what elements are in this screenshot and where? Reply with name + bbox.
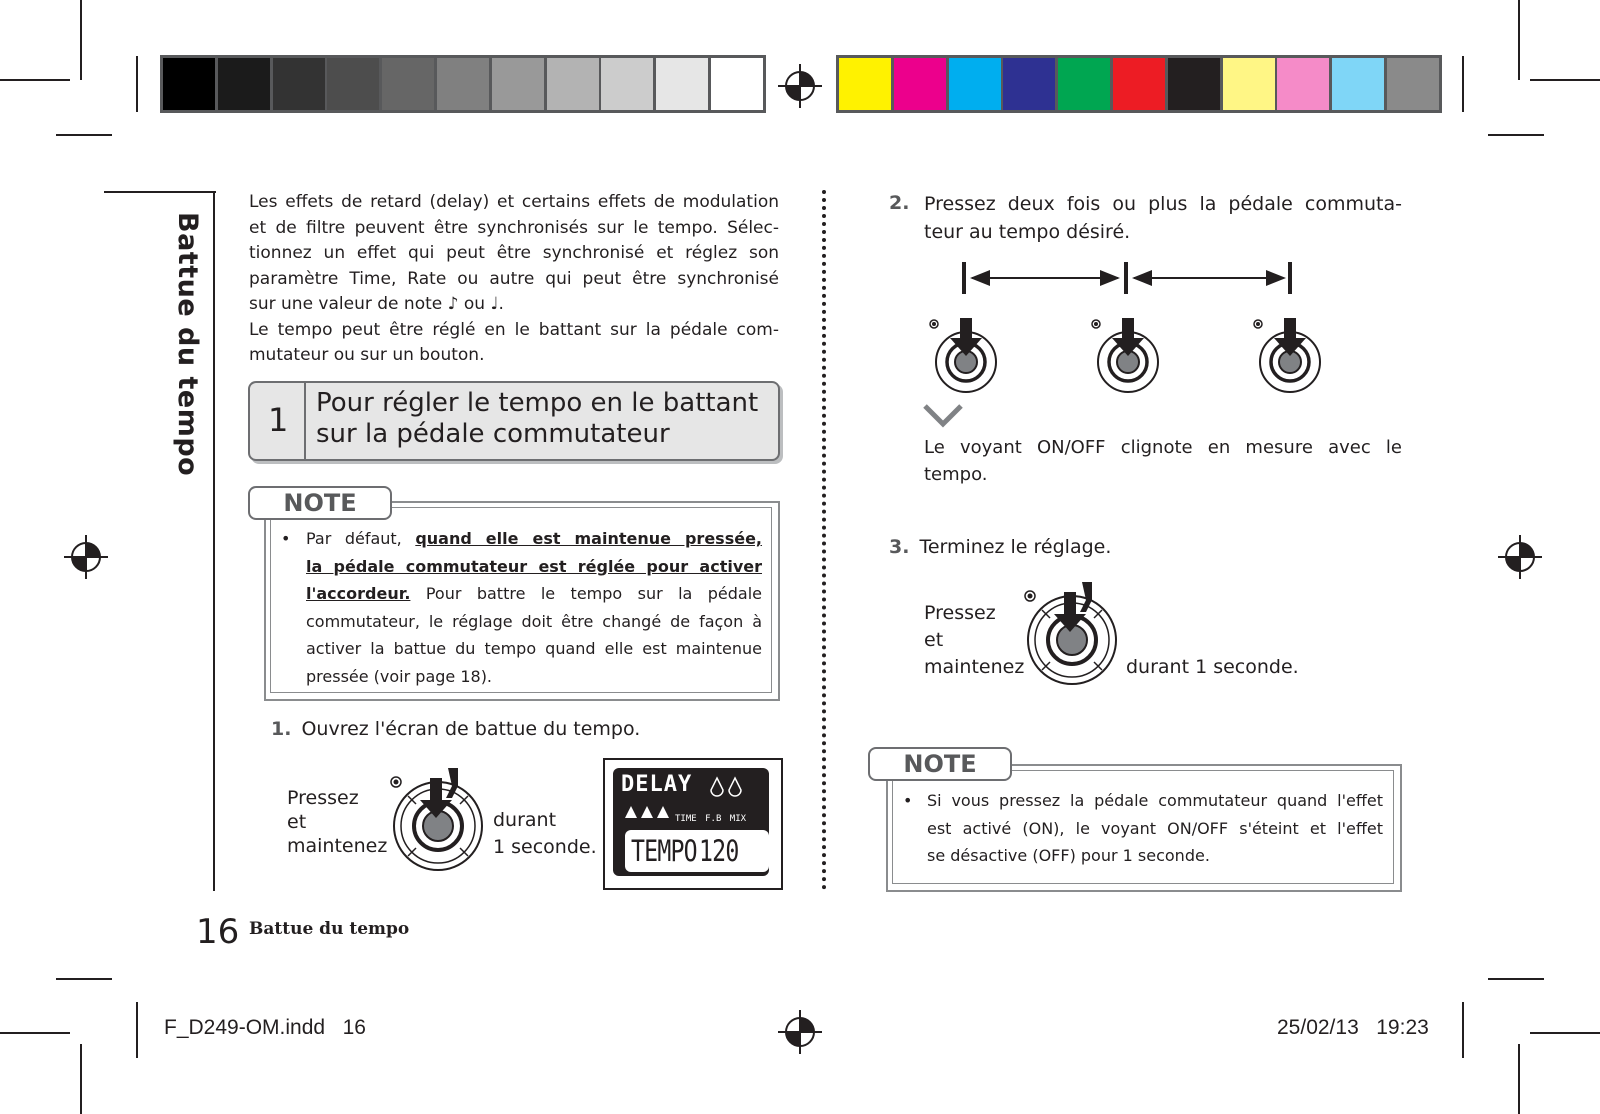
intro-line: tionnez un effet qui peut être synchronisé et réglez son: [249, 243, 779, 263]
color-swatch: [949, 58, 1001, 110]
crop-mark: [1462, 56, 1464, 112]
sidebar-rule-vertical: [213, 191, 215, 891]
lcd-tempo-value: 120: [699, 834, 739, 868]
press-text: maintenez: [287, 835, 388, 857]
step-2-label: [889, 192, 919, 214]
step-text: teur au tempo désiré.: [924, 221, 1131, 243]
footswitch-tap-icon: [928, 316, 1004, 394]
color-swatch: [1003, 58, 1055, 110]
footswitch-tap-icon: [1252, 316, 1328, 394]
duration-text: durant 1 seconde.: [1126, 656, 1299, 678]
lcd-effect-name: DELAY: [621, 772, 693, 797]
color-swatch: [711, 58, 763, 110]
lcd-tempo-readout: [631, 834, 749, 868]
step-number: 1.: [271, 718, 292, 740]
color-swatch: [1113, 58, 1165, 110]
lcd-tempo-label: TEMPO: [631, 834, 697, 868]
note-line: commutateur, le réglage doit être changé de façon à: [306, 611, 762, 631]
crop-mark: [1518, 1044, 1520, 1114]
section-number: 1: [268, 401, 289, 439]
color-swatch: [492, 58, 544, 110]
color-swatch: [839, 58, 891, 110]
intro-line: mutateur ou sur un bouton.: [249, 345, 485, 365]
intro-line: Les effets de retard (delay) et certains effets de modulation: [249, 192, 779, 212]
press-text: Pressez: [924, 602, 996, 624]
note-text-span: Pour battre le tempo sur la pédale: [410, 584, 762, 603]
crop-mark: [80, 1044, 82, 1114]
color-swatch: [382, 58, 434, 110]
note-label: NOTE: [868, 747, 1012, 781]
press-instruction: [924, 600, 1024, 681]
duration-line: 1 seconde.: [493, 836, 597, 858]
slug-datetime: 25/02/13 19:23: [1277, 1016, 1429, 1039]
crop-mark: [1462, 1002, 1464, 1058]
note-emphasis: quand elle est maintenue pressée,: [415, 529, 763, 548]
registration-mark-icon: [778, 1010, 822, 1054]
color-swatch: [273, 58, 325, 110]
crop-mark: [1518, 0, 1520, 80]
color-swatch: [1168, 58, 1220, 110]
press-text: et: [287, 811, 307, 833]
note-lead: Par défaut,: [306, 529, 402, 548]
result-line: tempo.: [924, 464, 988, 485]
color-swatch: [437, 58, 489, 110]
footswitch-tap-icon: [1090, 316, 1166, 394]
press-instruction: [287, 786, 387, 858]
footswitch-hold-icon: [1020, 582, 1124, 692]
note-line: Si vous pressez la pédale commutateur quand l'effet: [927, 791, 1383, 810]
crop-mark: [1488, 134, 1544, 136]
slug-file: F_D249-OM.indd 16: [164, 1016, 366, 1039]
lcd-param: F.B: [705, 814, 722, 824]
step-number: 3.: [889, 536, 910, 558]
step-2-text: [924, 190, 1402, 246]
lcd-knob-icons: [623, 804, 673, 822]
crop-mark: [1488, 978, 1544, 980]
note-line: [306, 580, 762, 608]
note-line: est activé (ON), le voyant ON/OFF s'éteint et l'effet: [927, 818, 1383, 838]
color-swatch: [1387, 58, 1439, 110]
step-text: Ouvrez l'écran de battue du tempo.: [301, 718, 641, 740]
crop-mark: [136, 56, 138, 112]
color-swatch: [163, 58, 215, 110]
press-text: et: [924, 629, 944, 651]
section-title-line: sur la pédale commutateur: [316, 419, 670, 449]
intro-line: Le tempo peut être réglé en le battant sur la pédale com-: [249, 319, 779, 340]
result-line: Le voyant ON/OFF clignote en mesure avec le: [924, 437, 1402, 458]
lcd-param: TIME: [675, 814, 697, 824]
step-text: Terminez le réglage.: [919, 536, 1112, 558]
color-swatch: [327, 58, 379, 110]
color-swatch: [656, 58, 708, 110]
note-bullet: •: [903, 791, 913, 810]
lcd-screen: [603, 758, 783, 890]
crop-mark: [0, 1032, 70, 1034]
color-swatch: [601, 58, 653, 110]
lcd-tempo-box: [625, 830, 769, 872]
registration-mark-icon: [64, 535, 108, 579]
crop-mark: [56, 134, 112, 136]
chevron-down-icon: [922, 402, 964, 428]
column-divider: [822, 190, 826, 890]
footer-section-title: Battue du tempo: [249, 919, 410, 939]
step-2-result: [924, 434, 1402, 488]
lcd-params: [675, 814, 746, 824]
crop-mark: [1530, 79, 1600, 81]
note-bullet: •: [281, 529, 291, 548]
lcd-param: MIX: [729, 814, 747, 824]
press-text: Pressez: [287, 787, 359, 809]
sidebar-title: Battue du tempo: [172, 212, 203, 477]
color-swatch: [1332, 58, 1384, 110]
crop-mark: [0, 79, 70, 81]
step-3-label: [889, 536, 1111, 558]
section-title: [316, 388, 758, 450]
note-emphasis: l'accordeur.: [306, 584, 411, 603]
color-swatch: [894, 58, 946, 110]
intro-line: et de filtre peuvent être synchronisés sur le tempo. Sélec-: [249, 217, 779, 238]
color-swatch: [1058, 58, 1110, 110]
section-heading-box: [248, 381, 780, 461]
press-text: maintenez: [924, 656, 1025, 678]
sidebar-rule-top: [104, 191, 216, 193]
intro-line: sur une valeur de note ♪ ou ♩.: [249, 294, 504, 314]
step-1-label: [271, 718, 640, 740]
intro-line: paramètre Time, Rate ou autre qui peut être synchronisé: [249, 268, 779, 289]
section-divider: [304, 383, 306, 459]
note-emphasis: la pédale commutateur est réglée pour activer: [306, 556, 762, 576]
duration-text: [493, 807, 597, 861]
color-swatch: [547, 58, 599, 110]
step-text: Pressez deux fois ou plus la pédale commuta-: [924, 193, 1402, 215]
page-number: 16: [196, 912, 240, 952]
lcd-level-icons: [709, 776, 749, 798]
tempo-interval-arrows-icon: [960, 258, 1296, 298]
crop-mark: [1530, 1032, 1600, 1034]
note-line: se désactive (OFF) pour 1 seconde.: [927, 846, 1210, 865]
duration-line: durant: [493, 809, 557, 831]
note-line: pressée (voir page 18).: [306, 666, 493, 686]
note-line: activer la battue du tempo quand elle est maintenue: [306, 639, 762, 658]
footswitch-hold-icon: [386, 768, 490, 878]
crop-mark: [80, 0, 82, 80]
note-line: [306, 525, 762, 553]
color-swatch: [1223, 58, 1275, 110]
note-label: NOTE: [248, 486, 392, 520]
registration-mark-icon: [1498, 535, 1542, 579]
step-number: 2.: [889, 192, 910, 214]
crop-mark: [136, 1002, 138, 1058]
crop-mark: [56, 978, 112, 980]
lcd-panel: [613, 768, 769, 876]
section-title-line: Pour régler le tempo en le battant: [316, 388, 759, 418]
color-swatch: [1277, 58, 1329, 110]
registration-mark-icon: [778, 64, 822, 108]
color-swatch: [218, 58, 270, 110]
